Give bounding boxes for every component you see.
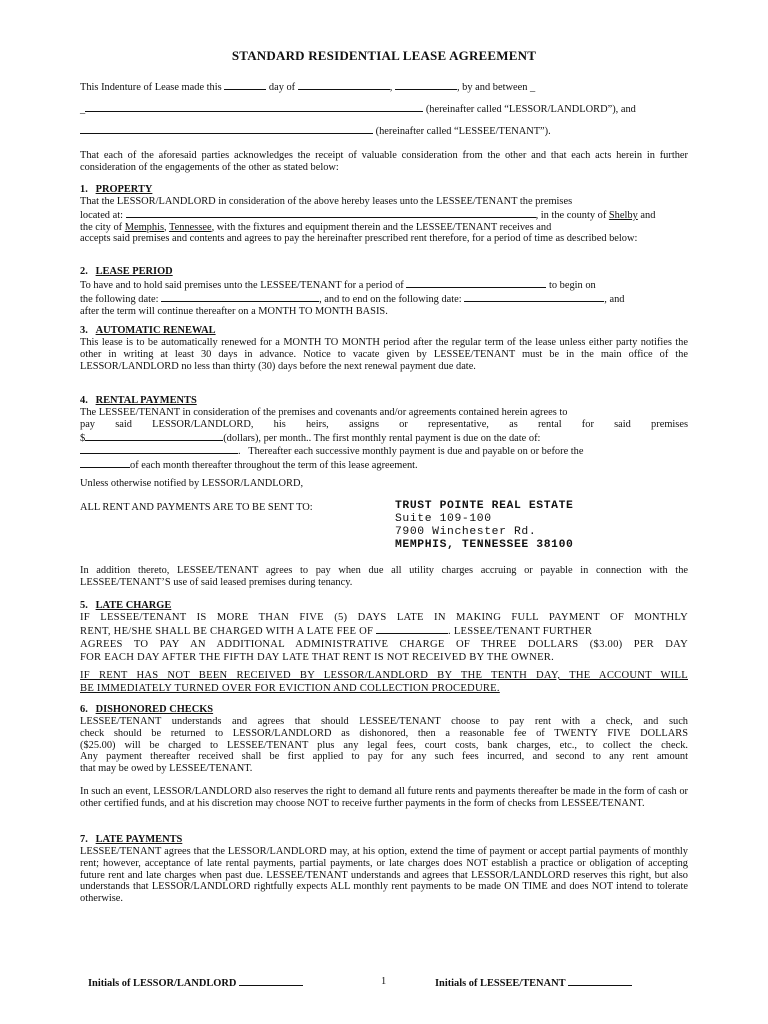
section-heading-dishonored bbox=[80, 704, 213, 716]
property-text: , bbox=[164, 221, 167, 233]
dishonored-text: Any payment thereafter received shall be first applied to pay for any such fees incurred, and second to any rent amount bbox=[80, 751, 688, 763]
first-payment-date-blank[interactable] bbox=[80, 444, 238, 454]
due-day-blank[interactable] bbox=[80, 458, 130, 468]
renewal-body: This lease is to be automatically renewed for a MONTH TO MONTH period after the regular term of the lease unless either party notifies the other in writing at least 30 days in advance. Notice to vacate given by LESSEE/TENANT must be in the main office of the LESSOR/LANDLORD no less than thirty (30) days before the next renewal payment due date. bbox=[80, 337, 688, 372]
lease-text: , and to end on the following date: bbox=[319, 293, 462, 305]
lessee-initials-label: Initials of LESSEE/TENANT bbox=[435, 978, 566, 989]
property-text: and bbox=[640, 209, 656, 221]
late-payments-body: LESSEE/TENANT agrees that the LESSOR/LANDLORD may, at his option, extend the time of payment or accept partial payments of monthly rent; however, acceptance of late rental payments, partial payments, or late charges does NOT establish a practice or obligation of accepting future rent and late charges when past due. LESSEE/TENANT understands and agrees that LESSOR/LANDLORD reserves this right, but also understands that LESSOR/LANDLORD rightfully expects ALL monthly rent payments to be made ON TIME and does NOT intend to tolerate otherwise. bbox=[80, 846, 688, 905]
lease-text: , and bbox=[604, 293, 625, 305]
property-text: accepts said premises and contents and agrees to pay the hereinafter prescribed rent therefore, for a period of time as described below: bbox=[80, 233, 638, 245]
dishonored-paragraph-2: In such an event, LESSOR/LANDLORD also reserves the right to demand all future rents and payments thereafter be made in the form of cash or other certified funds, and at his discretion may choose NOT to receive further payments in the form of checks from LESSEE/TENANT. bbox=[80, 786, 688, 809]
property-text: , in the county of bbox=[535, 209, 607, 221]
late-charge-text: RENT, HE/SHE SHALL BE CHARGED WITH A LATE FEE OF bbox=[80, 626, 374, 637]
intro-text: (hereinafter called “LESSOR/LANDLORD”), and bbox=[425, 104, 636, 115]
intro-paragraph: That each of the aforesaid parties acknowledges the receipt of valuable consideration from the other and that each acts herein in further consideration of the engagements of the other as stated below: bbox=[80, 150, 688, 173]
lessor-name-blank[interactable] bbox=[85, 102, 323, 112]
late-fee-line bbox=[80, 624, 688, 638]
state-value: Tennessee bbox=[169, 221, 212, 233]
intro-text: _ bbox=[80, 104, 86, 115]
dishonored-text: ($25.00) will be charged to LESSEE/TENANT plus any legal fees, court costs, bank charges, etc., to collect the check. bbox=[80, 739, 688, 751]
page-title: STANDARD RESIDENTIAL LEASE AGREEMENT bbox=[231, 48, 537, 63]
property-location-line bbox=[80, 208, 688, 222]
section-heading-property bbox=[80, 184, 152, 196]
property-body bbox=[80, 196, 688, 245]
start-date-blank[interactable] bbox=[161, 292, 319, 302]
rental-text: The LESSEE/TENANT in consideration of the premises and covenants and/or agreements contained herein agrees to bbox=[80, 407, 568, 418]
rental-text: pay said LESSOR/LANDLORD, his heirs, assigns or representative, as rental for said premises bbox=[80, 418, 688, 430]
section-heading-rental bbox=[80, 395, 197, 407]
address-suite: Suite 109-100 bbox=[395, 513, 492, 525]
late-charge-text: IF LESSEE/TENANT IS MORE THAN FIVE (5) DAYS LATE IN MAKING FULL PAYMENT OF MONTHLY bbox=[80, 612, 688, 623]
rental-text: (dollars), per month.. The first monthly rental payment is due on the date of: bbox=[223, 432, 541, 444]
section-title: PROPERTY bbox=[95, 184, 153, 195]
rent-amount-blank[interactable] bbox=[85, 431, 223, 441]
intro-text: , bbox=[389, 82, 393, 93]
section-title: LATE PAYMENTS bbox=[95, 834, 183, 845]
location-blank[interactable] bbox=[126, 208, 536, 218]
month-blank[interactable] bbox=[298, 80, 390, 90]
late-charge-text: FOR EACH DAY AFTER THE FIFTH DAY LATE THAT RENT IS NOT RECEIVED BY THE OWNER. bbox=[80, 652, 555, 663]
lease-period-line-2 bbox=[80, 292, 688, 306]
late-charge-text: . LESSEE/TENANT FURTHER bbox=[448, 626, 593, 637]
property-text: the city of bbox=[80, 221, 123, 233]
lessor-initials-blank[interactable] bbox=[239, 976, 303, 986]
section-number: 4. bbox=[80, 395, 88, 406]
lease-period-body bbox=[80, 278, 688, 317]
dishonored-text: check should be returned to LESSOR/LANDLORD as dishonored, then a reasonable fee of TWENTY FIVE DOLLARS bbox=[80, 727, 688, 739]
intro-line-2 bbox=[80, 102, 690, 116]
end-date-blank[interactable] bbox=[464, 292, 604, 302]
rental-text: Thereafter each successive monthly payment is due and payable on or before the bbox=[248, 446, 584, 458]
section-title: DISHONORED CHECKS bbox=[95, 704, 214, 715]
section-number: 7. bbox=[80, 834, 88, 845]
section-heading-late-payments bbox=[80, 834, 182, 846]
intro-text: This Indenture of Lease made this bbox=[80, 82, 222, 93]
section-number: 6. bbox=[80, 704, 88, 715]
year-blank[interactable] bbox=[395, 80, 457, 90]
section-number: 3. bbox=[80, 325, 88, 336]
lessee-initials-blank[interactable] bbox=[568, 976, 632, 986]
rental-amount-line bbox=[80, 431, 688, 445]
lessee-initials bbox=[435, 976, 632, 990]
section-heading-renewal bbox=[80, 325, 216, 337]
intro-text: (hereinafter called “LESSEE/TENANT”). bbox=[375, 126, 551, 137]
section-number: 1. bbox=[80, 184, 88, 195]
section-title: LATE CHARGE bbox=[95, 600, 172, 611]
section-title: AUTOMATIC RENEWAL bbox=[95, 325, 216, 336]
intro-text: _ bbox=[530, 82, 536, 93]
eviction-notice bbox=[80, 669, 688, 695]
lessor-initials bbox=[88, 976, 303, 990]
section-number: 5. bbox=[80, 600, 88, 611]
rental-due-line bbox=[80, 458, 688, 472]
section-number: 2. bbox=[80, 266, 88, 277]
rental-text: $ bbox=[80, 432, 86, 444]
lease-text: To have and to hold said premises unto the LESSEE/TENANT for a period of bbox=[80, 280, 404, 291]
property-text: located at: bbox=[80, 209, 123, 221]
dishonored-text: LESSEE/TENANT understands and agrees that should LESSEE/TENANT choose to pay rent with a check, and such bbox=[80, 716, 688, 727]
section-title: RENTAL PAYMENTS bbox=[95, 395, 197, 406]
page-number: 1 bbox=[381, 976, 387, 987]
late-charge-text: AGREES TO PAY AN ADDITIONAL ADMINISTRATIVE CHARGE OF THREE DOLLARS ($3.00) PER DAY bbox=[80, 639, 688, 650]
late-charge-body bbox=[80, 611, 688, 664]
intro-line-3 bbox=[80, 124, 690, 138]
eviction-text: IF RENT HAS NOT BEEN RECEIVED BY LESSOR/LANDLORD BY THE TENTH DAY, THE ACCOUNT WILL bbox=[80, 670, 688, 681]
lease-text: after the term will continue thereafter on a MONTH TO MONTH BASIS. bbox=[80, 305, 388, 317]
lessor-name-blank-2[interactable] bbox=[323, 102, 423, 112]
property-text: , with the fixtures and equipment therein and the LESSEE/TENANT receives and bbox=[211, 221, 552, 233]
intro-line-1 bbox=[80, 80, 690, 94]
dishonored-body bbox=[80, 716, 688, 775]
payment-address bbox=[395, 500, 573, 552]
utility-paragraph: In addition thereto, LESSEE/TENANT agrees to pay when due all utility charges accruing or payable in connection with the LESSEE/TENANT’S use of said leased premises during tenancy. bbox=[80, 565, 688, 588]
dishonored-text: that may be owed by LESSEE/TENANT. bbox=[80, 763, 253, 775]
lease-text: the following date: bbox=[80, 293, 159, 305]
day-blank[interactable] bbox=[224, 80, 266, 90]
late-fee-blank[interactable] bbox=[376, 624, 448, 634]
rental-body bbox=[80, 407, 688, 472]
address-city: MEMPHIS, TENNESSEE 38100 bbox=[395, 539, 574, 551]
section-heading-lease-period bbox=[80, 266, 173, 278]
period-blank[interactable] bbox=[406, 278, 546, 288]
eviction-text: BE IMMEDIATELY TURNED OVER FOR EVICTION AND COLLECTION PROCEDURE. bbox=[80, 683, 500, 694]
rental-text: of each month thereafter throughout the term of this lease agreement. bbox=[130, 460, 418, 472]
section-title: LEASE PERIOD bbox=[95, 266, 173, 277]
lessee-name-blank[interactable] bbox=[80, 124, 373, 134]
rental-text: . bbox=[238, 446, 241, 458]
send-payments-label: ALL RENT AND PAYMENTS ARE TO BE SENT TO: bbox=[80, 502, 313, 513]
address-company: TRUST POINTE REAL ESTATE bbox=[395, 500, 574, 512]
unless-notified: Unless otherwise notified by LESSOR/LANDLORD, bbox=[80, 478, 304, 489]
property-text: That the LESSOR/LANDLORD in consideration of the above hereby leases unto the LESSEE/TENANT the premises bbox=[80, 196, 573, 207]
property-city-line bbox=[80, 222, 688, 234]
county-value: Shelby bbox=[608, 209, 638, 221]
address-street: 7900 Winchester Rd. bbox=[395, 526, 537, 538]
lease-period-line-1 bbox=[80, 278, 688, 292]
lease-text: to begin on bbox=[548, 280, 596, 291]
lessor-initials-label: Initials of LESSOR/LANDLORD bbox=[88, 978, 237, 989]
city-value: Memphis bbox=[124, 221, 165, 233]
rental-date-line bbox=[80, 444, 688, 458]
intro-text: , by and between bbox=[456, 82, 528, 93]
intro-text: day of bbox=[268, 82, 296, 93]
